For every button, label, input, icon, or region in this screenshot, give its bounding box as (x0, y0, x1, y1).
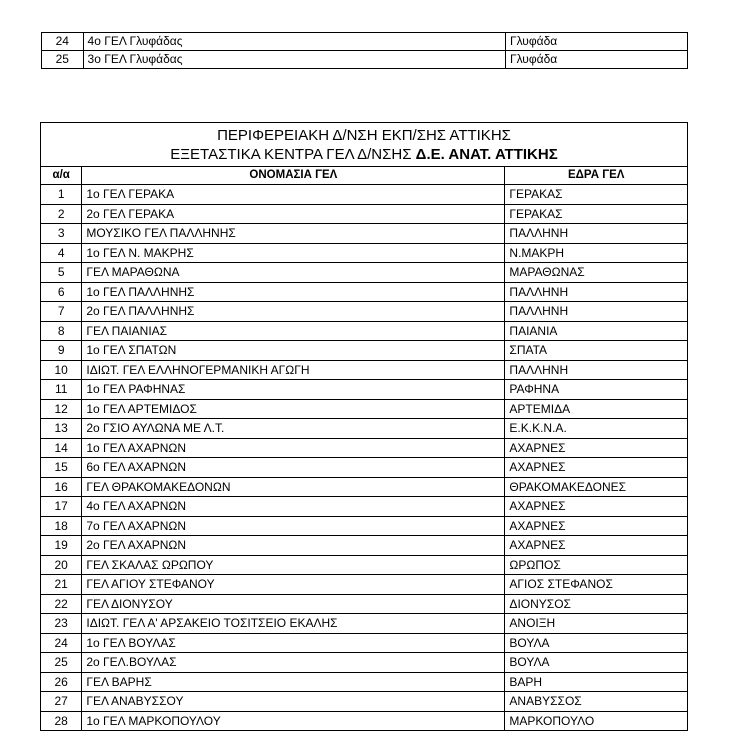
row-number: 16 (41, 477, 82, 497)
school-seat: ΓΕΡΑΚΑΣ (505, 204, 688, 224)
school-name: ΓΕΛ ΔΙΟΝΥΣΟΥ (82, 594, 505, 614)
row-number: 3 (41, 224, 82, 244)
row-number: 6 (41, 282, 82, 302)
title-line-1: ΠΕΡΙΦΕΡΕΙΑΚΗ Δ/ΝΣΗ ΕΚΠ/ΣΗΣ ΑΤΤΙΚΗΣ (217, 127, 511, 144)
school-seat: ΑΝΑΒΥΣΣΟΣ (505, 692, 688, 712)
school-name: ΜΟΥΣΙΚΟ ΓΕΛ ΠΑΛΛΗΝΗΣ (82, 224, 505, 244)
school-seat: ΠΑΙΑΝΙΑ (505, 321, 688, 341)
table-row (41, 458, 688, 478)
school-seat: ΩΡΩΠΟΣ (505, 555, 688, 575)
header-seat: ΕΔΡΑ ΓΕΛ (505, 167, 688, 185)
row-number: 13 (41, 419, 82, 439)
school-name: 4ο ΓΕΛ ΑΧΑΡΝΩΝ (82, 497, 505, 517)
row-number: 4 (41, 243, 82, 263)
school-seat: ΣΠΑΤΑ (505, 341, 688, 361)
school-seat: ΠΑΛΛΗΝΗ (505, 282, 688, 302)
school-name: 1ο ΓΕΛ ΒΟΥΛΑΣ (82, 633, 505, 653)
school-seat: ΘΡΑΚΟΜΑΚΕΔΟΝΕΣ (505, 477, 688, 497)
table-row (41, 614, 688, 634)
school-name: ΓΕΛ ΒΑΡΗΣ (82, 672, 505, 692)
school-name: ΓΕΛ ΑΝΑΒΥΣΣΟΥ (82, 692, 505, 712)
school-seat: ΡΑΦΗΝΑ (505, 380, 688, 400)
school-seat: Γλυφάδα (505, 33, 687, 51)
table-row (41, 399, 688, 419)
table-row (41, 653, 688, 673)
table-row (41, 633, 688, 653)
previous-table-continuation (41, 32, 688, 69)
school-name: ΓΕΛ ΘΡΑΚΟΜΑΚΕΔΟΝΩΝ (82, 477, 505, 497)
school-seat: ΑΧΑΡΝΕΣ (505, 536, 688, 556)
table-row (41, 516, 688, 536)
table-row (41, 672, 688, 692)
header-num: α/α (41, 167, 82, 185)
school-name: ΙΔΙΩΤ. ΓΕΛ ΕΛΛΗΝΟΓΕΡΜΑΝΙΚΗ ΑΓΩΓΗ (82, 360, 505, 380)
table-row (41, 224, 688, 244)
school-seat: ΑΧΑΡΝΕΣ (505, 458, 688, 478)
school-seat: ΠΑΛΛΗΝΗ (505, 224, 688, 244)
school-seat: ΑΓΙΟΣ ΣΤΕΦΑΝΟΣ (505, 575, 688, 595)
school-seat: ΜΑΡΑΘΩΝΑΣ (505, 263, 688, 283)
school-name: 3ο ΓΕΛ Γλυφάδας (83, 51, 505, 69)
school-seat: Γλυφάδα (505, 51, 687, 69)
table-row (41, 341, 688, 361)
table-row (41, 555, 688, 575)
school-name: 1ο ΓΕΛ ΑΧΑΡΝΩΝ (82, 438, 505, 458)
table-row (41, 243, 688, 263)
exam-centers-table (40, 122, 688, 731)
table-row (41, 711, 688, 731)
previous-table-body (42, 33, 688, 69)
row-number: 24 (41, 633, 82, 653)
school-seat: ΑΧΑΡΝΕΣ (505, 516, 688, 536)
table-title (41, 123, 688, 167)
school-name: 1ο ΓΕΛ ΓΕΡΑΚΑ (82, 185, 505, 205)
school-name: 1ο ΓΕΛ ΣΠΑΤΩΝ (82, 341, 505, 361)
row-number: 20 (41, 555, 82, 575)
table-row (42, 51, 688, 69)
row-number: 25 (41, 653, 82, 673)
row-number: 5 (41, 263, 82, 283)
row-number: 27 (41, 692, 82, 712)
school-seat: ΑΧΑΡΝΕΣ (505, 497, 688, 517)
row-number: 22 (41, 594, 82, 614)
school-seat: Ε.Κ.Κ.Ν.Α. (505, 419, 688, 439)
row-number: 26 (41, 672, 82, 692)
table-row (41, 185, 688, 205)
school-seat: ΠΑΛΛΗΝΗ (505, 360, 688, 380)
school-name: 1ο ΓΕΛ Ν. ΜΑΚΡΗΣ (82, 243, 505, 263)
row-number: 7 (41, 302, 82, 322)
school-seat: ΜΑΡΚΟΠΟΥΛΟ (505, 711, 688, 731)
school-seat: ΒΟΥΛΑ (505, 653, 688, 673)
school-name: 7ο ΓΕΛ ΑΧΑΡΝΩΝ (82, 516, 505, 536)
school-seat: ΑΧΑΡΝΕΣ (505, 438, 688, 458)
column-header-row (41, 167, 688, 185)
school-name: 6ο ΓΕΛ ΑΧΑΡΝΩΝ (82, 458, 505, 478)
row-number: 15 (41, 458, 82, 478)
row-number: 1 (41, 185, 82, 205)
school-seat: ΔΙΟΝΥΣΟΣ (505, 594, 688, 614)
table-row (41, 204, 688, 224)
row-number: 12 (41, 399, 82, 419)
title-line-2 (41, 145, 687, 164)
school-name: ΓΕΛ ΣΚΑΛΑΣ ΩΡΩΠΟΥ (82, 555, 505, 575)
school-name: 2ο ΓΕΛ ΑΧΑΡΝΩΝ (82, 536, 505, 556)
school-seat: ΒΟΥΛΑ (505, 633, 688, 653)
table-row (41, 263, 688, 283)
exam-centers-body (41, 185, 688, 731)
school-seat: ΒΑΡΗ (505, 672, 688, 692)
row-number: 19 (41, 536, 82, 556)
school-name: 1ο ΓΕΛ ΡΑΦΗΝΑΣ (82, 380, 505, 400)
row-number: 10 (41, 360, 82, 380)
header-name: ΟΝΟΜΑΣΙΑ ΓΕΛ (82, 167, 505, 185)
school-name: ΓΕΛ ΑΓΙΟΥ ΣΤΕΦΑΝΟΥ (82, 575, 505, 595)
school-name: ΙΔΙΩΤ. ΓΕΛ Α' ΑΡΣΑΚΕΙΟ ΤΟΣΙΤΣΕΙΟ ΕΚΑΛΗΣ (82, 614, 505, 634)
row-number: 9 (41, 341, 82, 361)
school-name: 2ο ΓΕΛ ΠΑΛΛΗΝΗΣ (82, 302, 505, 322)
title-line-2-bold: Δ.Ε. ΑΝΑΤ. ΑΤΤΙΚΗΣ (415, 146, 558, 163)
table-row (41, 692, 688, 712)
school-seat: ΠΑΛΛΗΝΗ (505, 302, 688, 322)
row-number: 25 (42, 51, 84, 69)
school-seat: Ν.ΜΑΚΡΗ (505, 243, 688, 263)
table-row (41, 497, 688, 517)
row-number: 14 (41, 438, 82, 458)
table-row (41, 321, 688, 341)
table-row (41, 536, 688, 556)
table-row (41, 302, 688, 322)
row-number: 8 (41, 321, 82, 341)
table-row (42, 33, 688, 51)
row-number: 2 (41, 204, 82, 224)
school-name: 2ο ΓΕΛ ΓΕΡΑΚΑ (82, 204, 505, 224)
row-number: 18 (41, 516, 82, 536)
row-number: 28 (41, 711, 82, 731)
school-name: 2ο ΓΕΛ.ΒΟΥΛΑΣ (82, 653, 505, 673)
table-row (41, 477, 688, 497)
table-row (41, 360, 688, 380)
table-row (41, 380, 688, 400)
school-name: 1ο ΓΕΛ ΜΑΡΚΟΠΟΥΛΟΥ (82, 711, 505, 731)
school-seat: ΓΕΡΑΚΑΣ (505, 185, 688, 205)
table-row (41, 438, 688, 458)
title-line-2-prefix: ΕΞΕΤΑΣΤΙΚΑ ΚΕΝΤΡΑ ΓΕΛ Δ/ΝΣΗΣ (170, 146, 416, 163)
school-name: 1ο ΓΕΛ ΠΑΛΛΗΝΗΣ (82, 282, 505, 302)
row-number: 17 (41, 497, 82, 517)
row-number: 11 (41, 380, 82, 400)
school-name: 1ο ΓΕΛ ΑΡΤΕΜΙΔΟΣ (82, 399, 505, 419)
school-name: 2ο ΓΣΙΟ ΑΥΛΩΝΑ ΜΕ Λ.Τ. (82, 419, 505, 439)
school-seat: ΑΡΤΕΜΙΔΑ (505, 399, 688, 419)
school-name: ΓΕΛ ΠΑΙΑΝΙΑΣ (82, 321, 505, 341)
table-row (41, 575, 688, 595)
school-seat: ΑΝΟΙΞΗ (505, 614, 688, 634)
table-row (41, 419, 688, 439)
table-row (41, 282, 688, 302)
row-number: 21 (41, 575, 82, 595)
row-number: 24 (42, 33, 84, 51)
table-row (41, 594, 688, 614)
school-name: ΓΕΛ ΜΑΡΑΘΩΝΑ (82, 263, 505, 283)
row-number: 23 (41, 614, 82, 634)
school-name: 4ο ΓΕΛ Γλυφάδας (83, 33, 505, 51)
